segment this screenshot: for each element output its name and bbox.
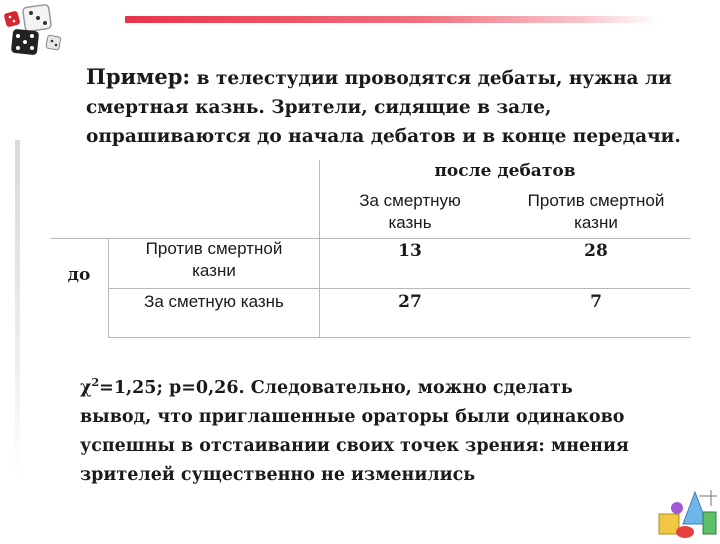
col-group-header: после дебатов — [434, 161, 576, 181]
intro-paragraph — [86, 62, 706, 151]
col-header-against-line2: казни — [574, 213, 618, 232]
chi-symbol: χ — [80, 378, 92, 398]
table-hline-bottom — [108, 337, 690, 338]
left-accent-bar — [15, 140, 20, 480]
conclusion-stats: =1,25; р=0,26. Следовательно, можно сделать — [99, 378, 573, 398]
geometric-shapes-icon — [655, 488, 719, 540]
row-label-for-line1: За сметную казнь — [144, 292, 284, 311]
intro-line-2: смертная казнь. Зрители, сидящие в зале, — [86, 97, 552, 118]
contingency-table — [50, 160, 692, 340]
row-label-against — [112, 238, 316, 282]
col-header-against-line1: Против смертной — [527, 191, 665, 210]
row-group-header: до — [67, 265, 91, 285]
table-vline-group — [319, 160, 320, 338]
cell-against-for: 13 — [398, 241, 422, 261]
intro-text-1: в телестудии проводятся дебаты, нужна ли — [196, 68, 672, 89]
row-label-against-line2: казни — [192, 261, 236, 280]
col-header-against — [502, 190, 690, 234]
cell-for-against: 7 — [590, 292, 602, 312]
conclusion-paragraph — [80, 368, 700, 490]
conclusion-line-3: успешны в отстаивании своих точек зрения: мнения — [80, 436, 629, 456]
intro-lead: Пример: — [86, 64, 191, 89]
col-header-for-line1: За смертную — [359, 191, 461, 210]
intro-line-3: опрашиваются до начала дебатов и в конце передачи. — [86, 126, 681, 147]
dice-icon — [2, 2, 66, 62]
table-hline-row — [108, 288, 690, 289]
conclusion-line-4: зрителей существенно не изменились — [80, 465, 476, 485]
chi-exponent: 2 — [91, 376, 100, 389]
col-header-for-line2: казнь — [388, 213, 432, 232]
cell-against-against: 28 — [584, 241, 608, 261]
conclusion-line-2: вывод, что приглашенные ораторы были одинаково — [80, 407, 625, 427]
top-accent-bar — [125, 16, 660, 23]
row-label-against-line1: Против смертной — [145, 239, 283, 258]
row-label-for — [112, 291, 316, 313]
intro-line-1 — [86, 62, 706, 93]
col-header-for — [322, 190, 498, 234]
cell-for-for: 27 — [398, 292, 422, 312]
conclusion-line-1 — [80, 368, 700, 403]
